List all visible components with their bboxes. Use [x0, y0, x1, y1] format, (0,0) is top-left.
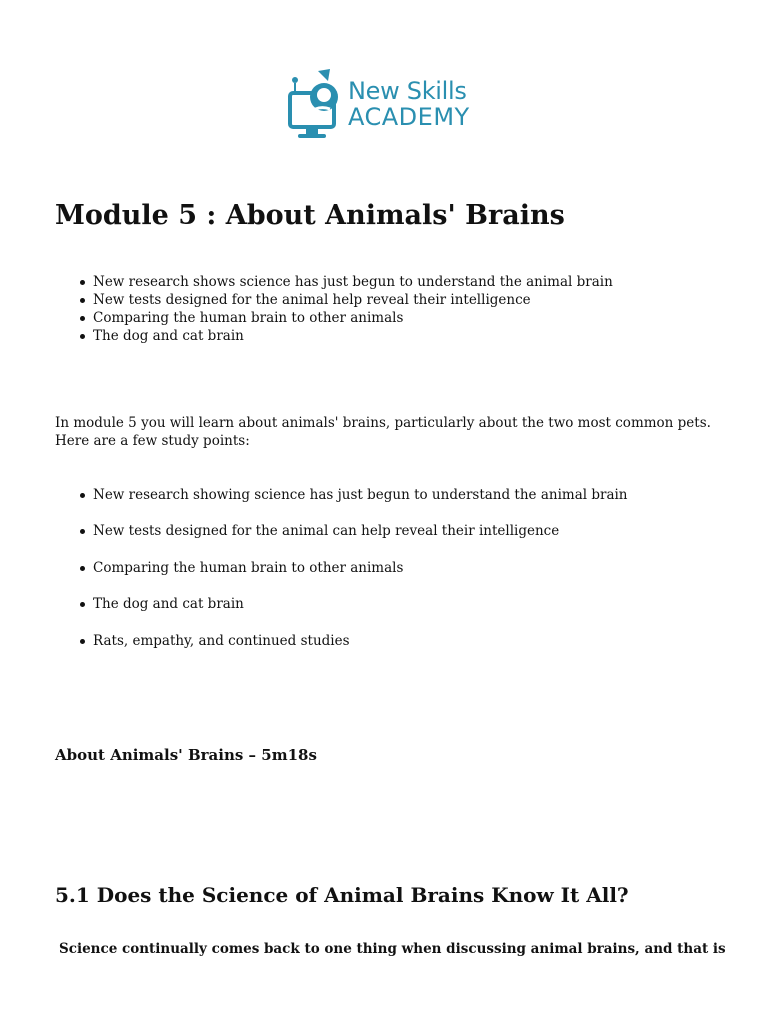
logo-line-academy: ACADEMY	[348, 103, 470, 131]
list-item: New research shows science has just begun to understand the animal brain	[55, 273, 613, 291]
logo-line-new-skills: New Skills	[348, 77, 467, 105]
list-item: New research showing science has just begun to understand the animal brain	[55, 486, 628, 522]
page-title: Module 5 : About Animals' Brains	[55, 200, 565, 231]
list-item: The dog and cat brain	[55, 327, 613, 345]
section-body-text: Science continually comes back to one thing when discussing animal brains, and that is	[59, 941, 726, 957]
logo-wordmark	[348, 79, 470, 129]
list-item: Comparing the human brain to other animals	[55, 559, 628, 595]
list-item: New tests designed for the animal can help reveal their intelligence	[55, 522, 628, 558]
list-item: The dog and cat brain	[55, 595, 628, 631]
list-item: New tests designed for the animal help reveal their intelligence	[55, 291, 613, 309]
list-item: Rats, empathy, and continued studies	[55, 632, 628, 668]
study-points-list	[55, 486, 628, 668]
list-item: Comparing the human brain to other animals	[55, 309, 613, 327]
section-heading: 5.1 Does the Science of Animal Brains Know It All?	[55, 883, 629, 907]
intro-paragraph: In module 5 you will learn about animals' brains, particularly about the two most common pets. Here are a few study points:	[55, 415, 711, 449]
module-summary-list	[55, 273, 613, 345]
brand-logo	[284, 64, 484, 144]
video-title: About Animals' Brains – 5m18s	[55, 746, 317, 764]
academy-logo-icon	[284, 65, 346, 143]
